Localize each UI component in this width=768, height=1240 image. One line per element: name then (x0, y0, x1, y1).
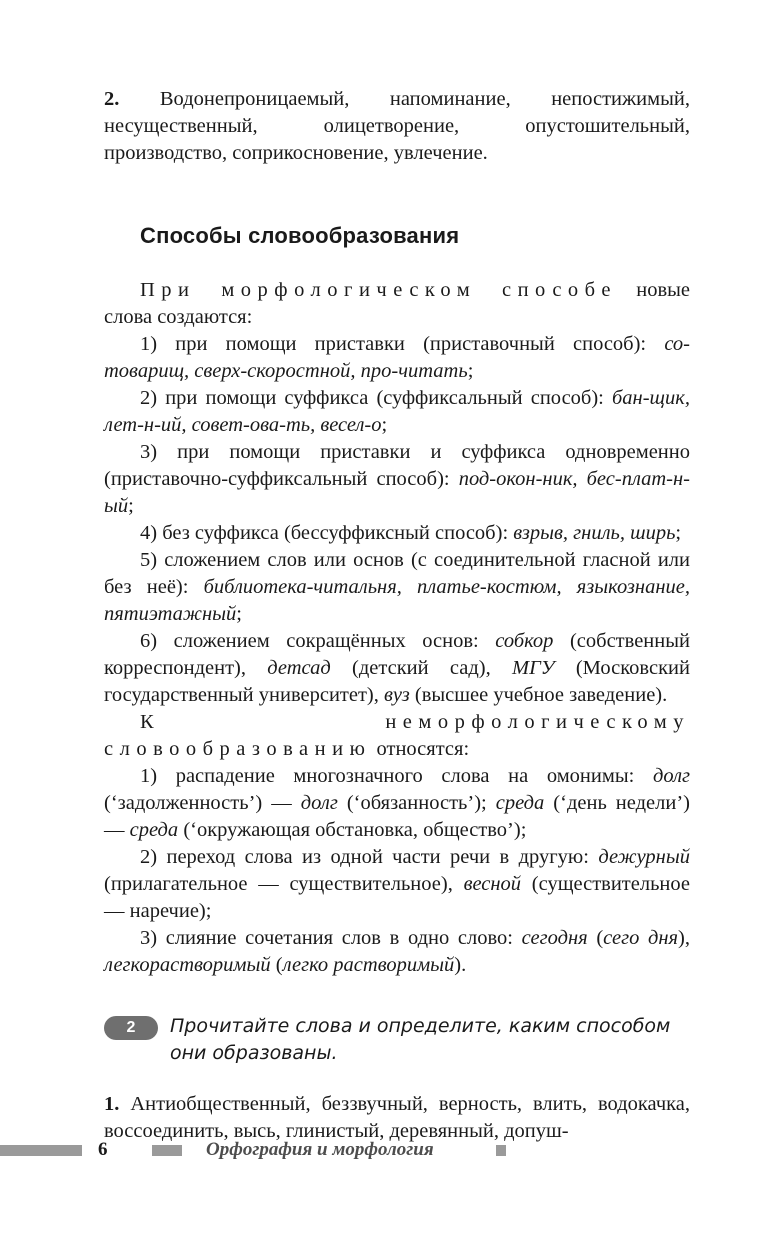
footer-bar-left (0, 1145, 82, 1156)
morph-item-4 (104, 520, 690, 547)
item-examples: взрыв, гниль, ширь (513, 522, 676, 544)
item-text: 4) без суффикса (бессуффиксный способ): (140, 522, 514, 544)
item-end: ; (128, 495, 134, 517)
gloss: (‘обязанность’); (337, 792, 496, 814)
example: собкор (495, 630, 554, 652)
section-title: Способы словообразования (140, 223, 460, 248)
task-block (104, 1013, 690, 1067)
item-examples: под-окон-ник, бес-плат-н-ый (104, 468, 691, 517)
exercise-number: 1. (104, 1093, 120, 1115)
morph-item-2 (104, 385, 690, 439)
example: долг (652, 765, 690, 787)
item-examples: библиотека-читальня, платье-костюм, языкознание, пятиэтажный (104, 576, 690, 625)
page-footer (0, 1139, 768, 1163)
nonmorph-item-3 (104, 925, 690, 979)
example: среда (495, 792, 545, 814)
gloss: ), (678, 927, 690, 949)
example: сегодня (521, 927, 588, 949)
exercise-text-bottom (104, 1091, 690, 1145)
item-text: 1) распадение многозначного слова на омонимы: (140, 765, 653, 787)
gloss: (прилагательное — существительное), (104, 873, 464, 895)
gloss: ( (587, 927, 604, 949)
morph-item-1 (104, 331, 690, 385)
nonmorph-item-2 (104, 844, 690, 925)
example: весной (463, 873, 522, 895)
item-text: 2) при помощи суффикса (суффиксальный способ): (140, 387, 612, 409)
item-examples: бан-щик, лет-н-ий, совет-ова-ть, весел-о (104, 387, 690, 436)
morph-item-5 (104, 547, 690, 628)
gloss: (высшее учебное заведение). (409, 684, 668, 706)
exercise-text-top (104, 86, 690, 167)
item-examples: со-товарищ, сверх-скоростной, про-читать (104, 333, 690, 382)
nonmorph-intro-term: К неморфологическому словообразованию (104, 711, 690, 760)
nonmorph-item-1 (104, 763, 690, 844)
nonmorph-intro-rest: относятся: (371, 738, 470, 760)
task-instruction: Прочитайте слова и определите, каким способом они образованы. (170, 1015, 671, 1064)
item-end: ; (675, 522, 682, 544)
example: легко растворимый (282, 954, 455, 976)
morph-intro-rest: новые слова создаются: (104, 279, 690, 328)
task-number-badge: 2 (104, 1016, 158, 1040)
gloss: ). (454, 954, 467, 976)
example: МГУ (512, 657, 555, 679)
footer-bar-mid (152, 1145, 182, 1156)
gloss: ( (270, 954, 283, 976)
morph-intro (104, 277, 690, 331)
item-text: 6) сложением сокращённых основ: (140, 630, 496, 652)
gloss: (Московский государственный университет), (104, 657, 690, 706)
gloss: (детский сад), (330, 657, 513, 679)
gloss: (‘окружающая обстановка, общество’); (178, 819, 527, 841)
item-text: 3) слияние сочетания слов в одно слово: (140, 927, 522, 949)
exercise-number: 2. (104, 88, 120, 110)
morph-item-6 (104, 628, 690, 709)
example: среда (129, 819, 179, 841)
item-text: 2) переход слова из одной части речи в другую: (140, 846, 599, 868)
item-text: 3) при помощи приставки и суффикса одновременно (приставочно-суффиксальный способ): (104, 441, 690, 490)
gloss: (‘задолженность’) — (104, 792, 301, 814)
example: вуз (384, 684, 410, 706)
item-end: ; (381, 414, 388, 436)
nonmorph-intro (104, 709, 690, 763)
gloss: (собственный корреспондент), (104, 630, 690, 679)
item-text: 1) при помощи приставки (приставочный способ): (140, 333, 665, 355)
exercise-words: Антиобщественный, беззвучный, верность, влить, водокачка, воссоединить, высь, глинистый, деревянный, допуш- (104, 1093, 690, 1142)
gloss: (‘день недели’) — (104, 792, 690, 841)
example: долг (300, 792, 338, 814)
page-content (104, 86, 690, 1145)
gloss: (существительное — наречие); (104, 873, 691, 922)
item-end: ; (467, 360, 474, 382)
exercise-words: Водонепроницаемый, напоминание, непостижимый, несущественный, олицетворение, опустошительный, производство, соприкосновение, увлечение. (104, 88, 690, 164)
example: дежурный (598, 846, 690, 868)
footer-title: Орфография и морфология (206, 1139, 434, 1160)
item-end: ; (236, 603, 242, 625)
item-text: 5) сложением слов или основ (с соединительной гласной или без неё): (104, 549, 690, 598)
example: сего дня (603, 927, 679, 949)
example: легкорастворимый (104, 954, 271, 976)
page-number: 6 (98, 1139, 108, 1160)
footer-bar-right (496, 1145, 506, 1156)
morph-intro-term: При морфологическом способе (140, 279, 617, 301)
example: детсад (267, 657, 331, 679)
morph-item-3 (104, 439, 690, 520)
